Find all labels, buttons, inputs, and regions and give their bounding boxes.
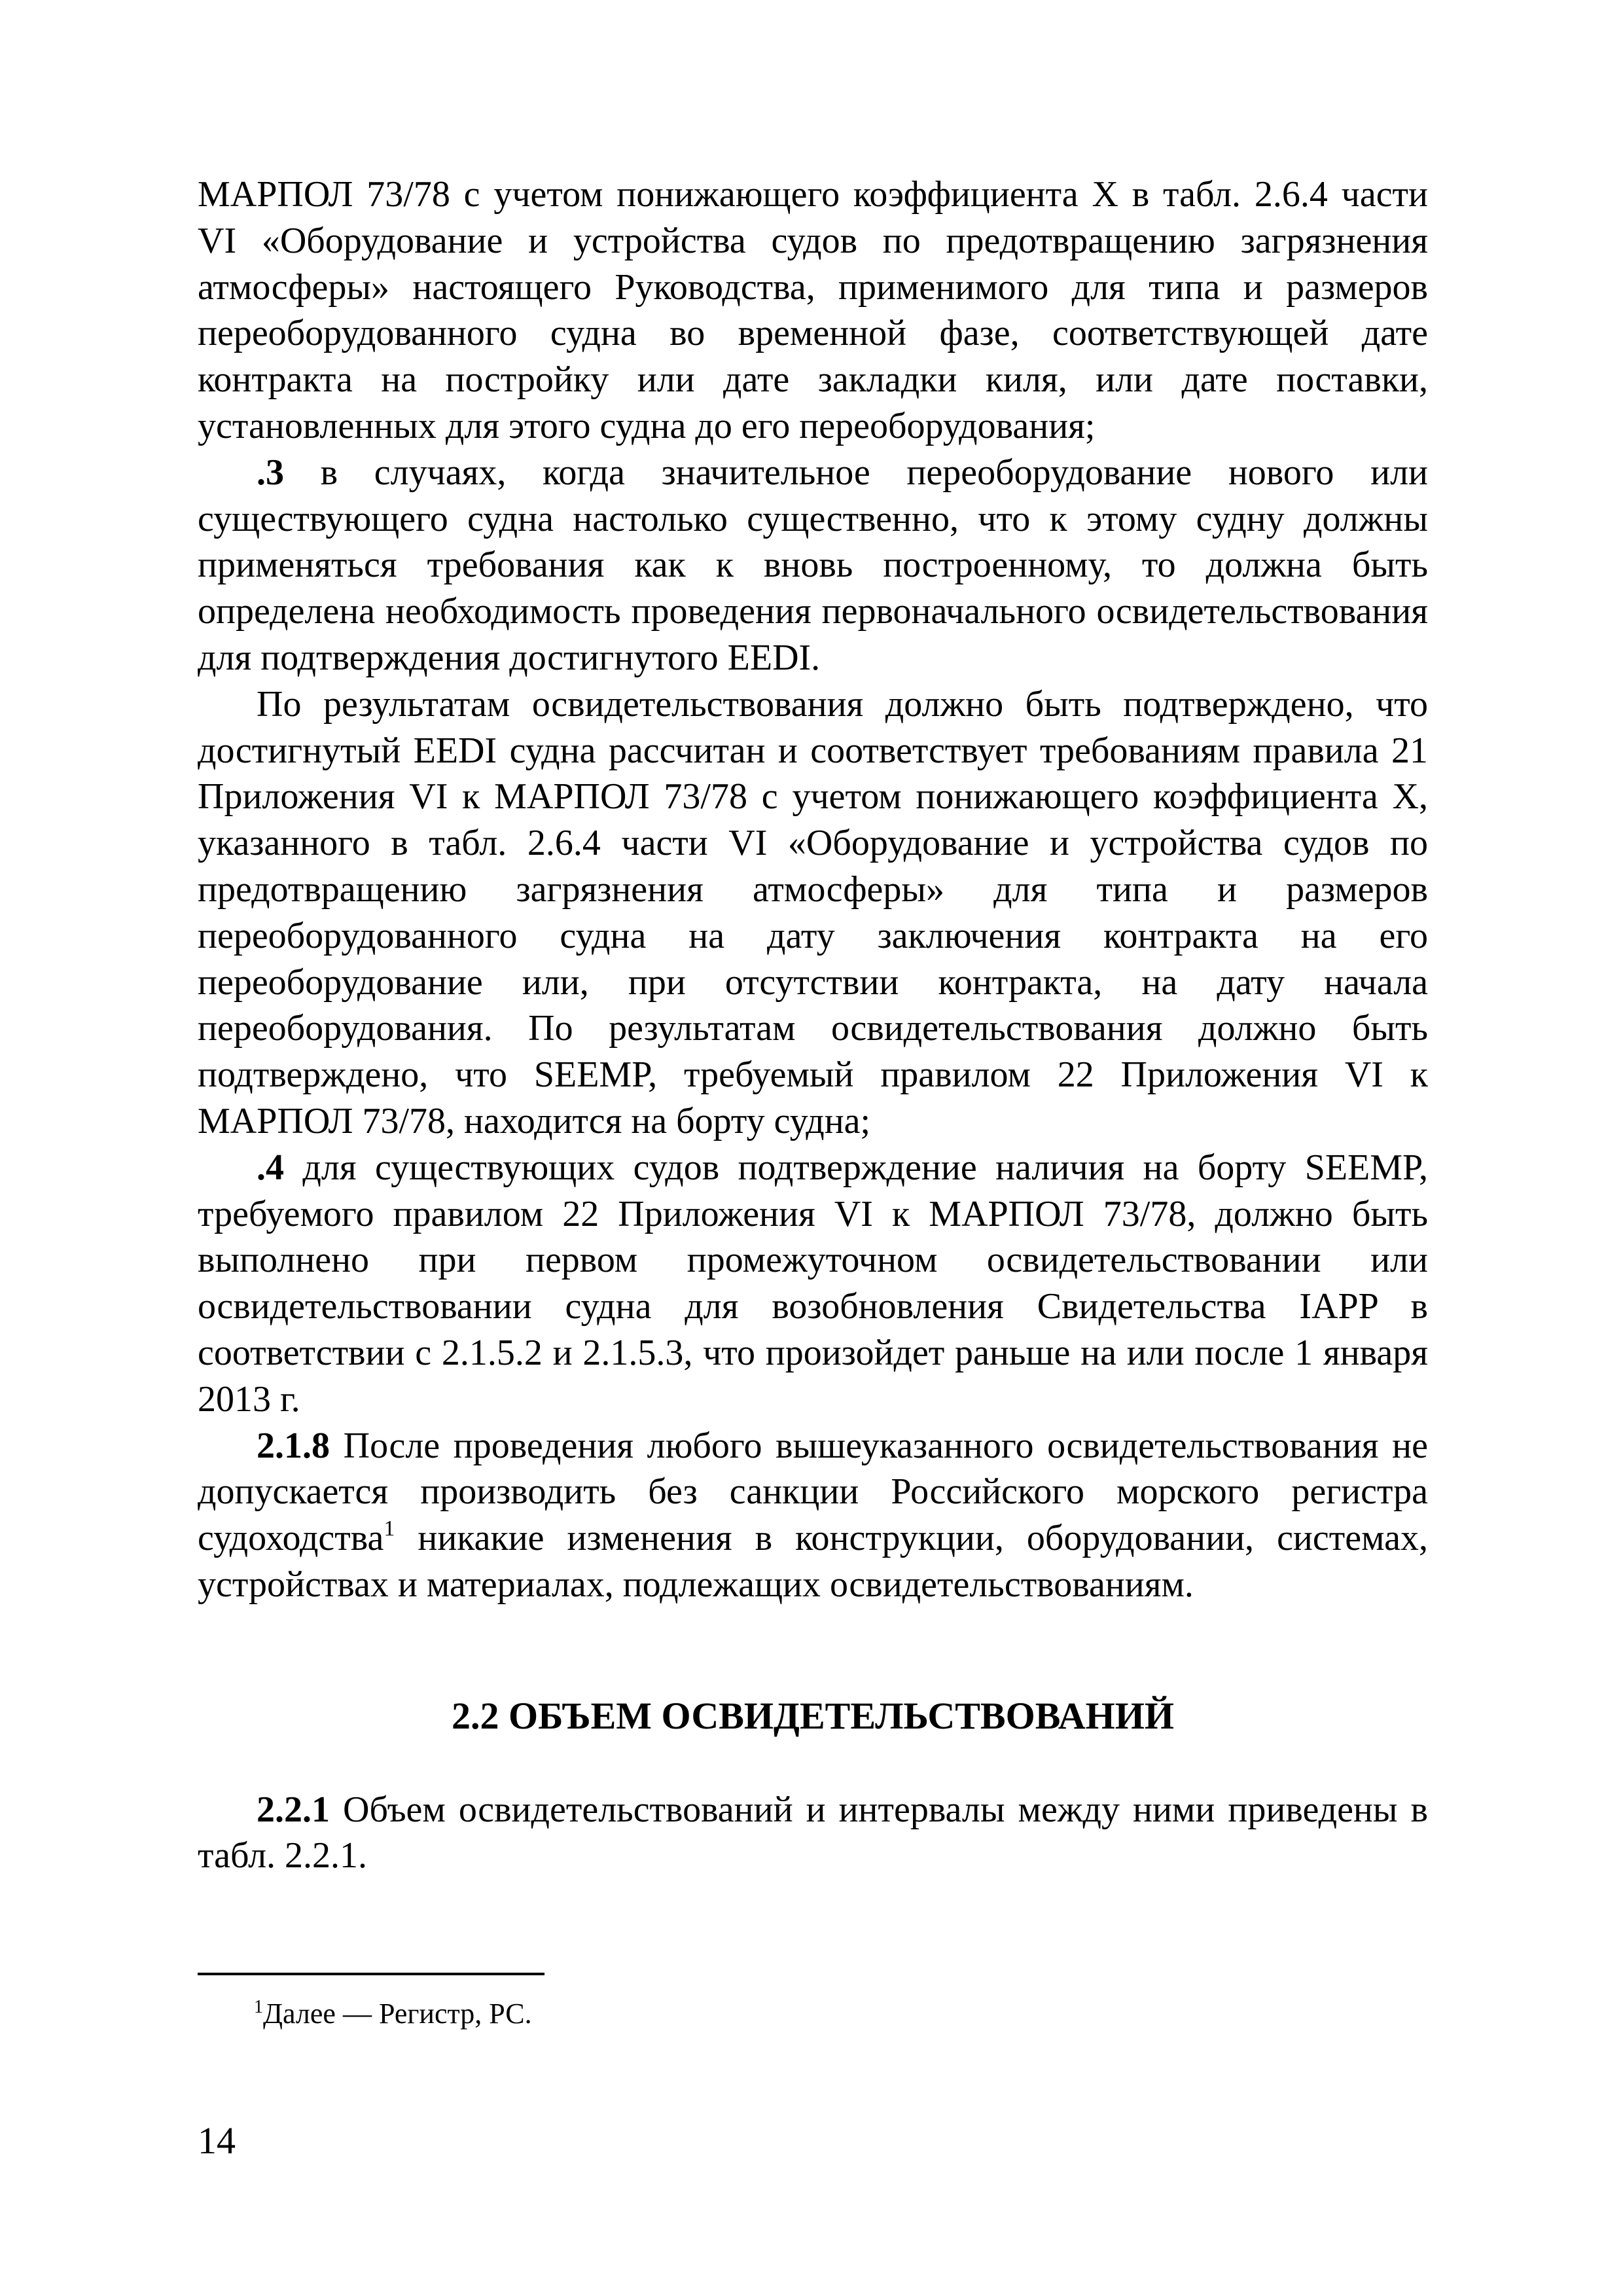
footnote-divider bbox=[198, 1973, 544, 1975]
paragraph-2-2-1 bbox=[198, 1787, 1428, 1880]
paragraph-text: После проведения любого вышеуказанного освидетельствования не допускается производить без санкции Российского морского регистра судоходства bbox=[198, 1425, 1428, 1559]
paragraph-text: МАРПОЛ 73/78 с учетом понижающего коэффициента X в табл. 2.6.4 части VI «Оборудование и устройства судов по предотвращению загрязнения атмосферы» настоящего Руководства, применимого для типа и размеров переоборудованного судна во временной фазе, соответствующей дате контракта на постройку или дате закладки киля, или дате поставки, установленных для этого судна до его переоборудования; bbox=[198, 174, 1428, 446]
paragraph-survey-results bbox=[198, 681, 1428, 1145]
footnote-text: Далее — Регистр, РС. bbox=[263, 1998, 532, 2030]
clause-number: 2.1.8 bbox=[257, 1425, 330, 1466]
paragraph-2-1-8 bbox=[198, 1423, 1428, 1608]
footnote-marker: 1 bbox=[254, 1997, 263, 2017]
paragraph-text: в случаях, когда значительное переоборудование нового или существующего судна настолько существенно, что к этому судну должны применяться требования как к вновь построенному, то должна быть определена необходимость проведения первоначального освидетельствования для подтверждения достигнутого EEDI. bbox=[198, 452, 1428, 678]
item-number: .3 bbox=[257, 452, 284, 493]
footnote bbox=[254, 1996, 532, 2032]
spacer bbox=[198, 1608, 1428, 1693]
item-number: .4 bbox=[257, 1147, 284, 1188]
clause-number: 2.2.1 bbox=[257, 1789, 330, 1830]
paragraph-continuation bbox=[198, 171, 1428, 450]
paragraph-text: По результатам освидетельствования должно быть подтверждено, что достигнутый EEDI судна рассчитан и соответствует требованиям правила 21 Приложения VI к МАРПОЛ 73/78 с учетом понижающего коэффициента X, указанного в табл. 2.6.4 части VI «Оборудование и устройства судов по предотвращению загрязнения атмосферы» для типа и размеров переоборудованного судна на дату заключения контракта на его переоборудование или, при отсутствии контракта, на дату начала переоборудования. По результатам освидетельствования должно быть подтверждено, что SEEMP, требуемый правилом 22 Приложения VI к МАРПОЛ 73/78, находится на борту судна; bbox=[198, 683, 1428, 1141]
main-text-block bbox=[198, 171, 1428, 1879]
page-number: 14 bbox=[198, 2119, 236, 2162]
paragraph-text-continued: никакие изменения в конструкции, оборудовании, системах, устройствах и материалах, подлежащих освидетельствованиям. bbox=[198, 1518, 1428, 1605]
paragraph-text: для существующих судов подтверждение наличия на борту SEEMP, требуемого правилом 22 Приложения VI к МАРПОЛ 73/78, должно быть выполнено при первом промежуточном освидетельствовании или освидетельствовании судна для возобновления Свидетельства IAPP в соответствии с 2.1.5.2 и 2.1.5.3, что произойдет раньше на или после 1 января 2013 г. bbox=[198, 1147, 1428, 1420]
paragraph-item-4 bbox=[198, 1145, 1428, 1423]
paragraph-item-3 bbox=[198, 450, 1428, 681]
footnote-reference[interactable]: 1 bbox=[383, 1516, 395, 1541]
paragraph-text: Объем освидетельствований и интервалы между ними приведены в табл. 2.2.1. bbox=[198, 1789, 1428, 1876]
section-heading: 2.2 ОБЪЕМ ОСВИДЕТЕЛЬСТВОВАНИЙ bbox=[451, 1694, 1174, 1737]
spacer bbox=[198, 1740, 1428, 1787]
